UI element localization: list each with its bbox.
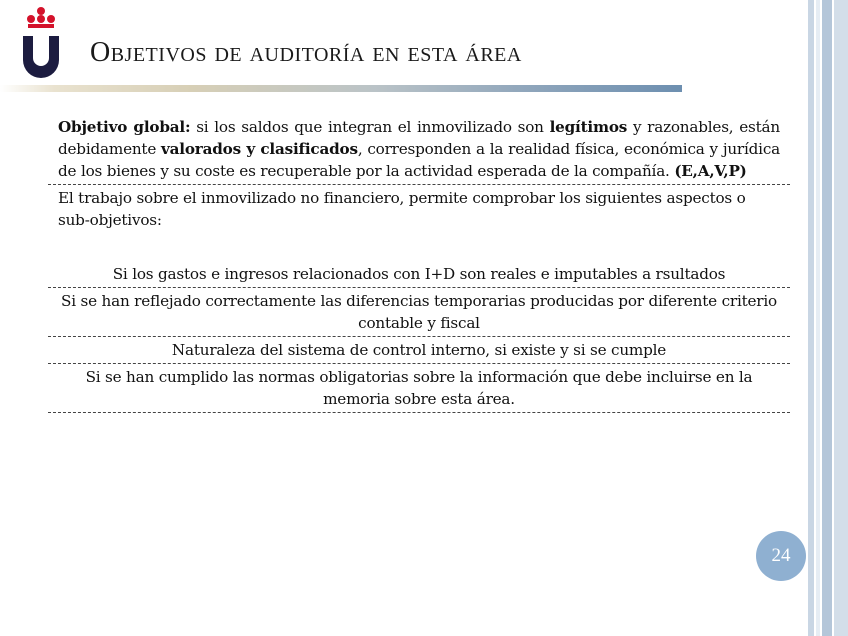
objective-text: si los saldos que integran el inmovilizado son bbox=[190, 118, 550, 136]
objective-text: y razonables, están debidamente bbox=[58, 118, 780, 158]
university-logo-icon bbox=[18, 4, 64, 80]
sub-objective-item: Naturaleza del sistema de control interno, si existe y si se cumple bbox=[171, 341, 667, 359]
slide-content bbox=[48, 116, 790, 413]
title-gradient-rule bbox=[0, 85, 682, 92]
spacer bbox=[48, 235, 790, 261]
right-decor-bar bbox=[834, 0, 848, 636]
intro-paragraph: El trabajo sobre el inmovilizado no financiero, permite comprobar los siguientes aspectos o sub-objetivos: bbox=[58, 189, 746, 229]
sub-objective-item: Si se han cumplido las normas obligatorias sobre la información que debe incluirse en la memoria sobre esta área. bbox=[85, 368, 753, 408]
objective-assertions: (E,A,V,P) bbox=[674, 162, 747, 180]
sub-objective-item: Si los gastos e ingresos relacionados con I+D son reales e imputables a rsultados bbox=[112, 265, 726, 283]
objective-label: Objetivo global: bbox=[58, 118, 191, 136]
page-number-badge: 24 bbox=[756, 531, 806, 581]
dashed-divider bbox=[48, 412, 790, 413]
slide-title: Objetivos de auditoría en esta área bbox=[90, 37, 522, 68]
sub-objective-item: Si se han reflejado correctamente las diferencias temporarias producidas por diferente criterio contable y fiscal bbox=[61, 292, 777, 332]
global-objective-paragraph bbox=[48, 116, 790, 184]
objective-text: , corresponden a la realidad física, económica y jurídica de los bienes y su coste es recuperable por la actividad esperada de la compañía. bbox=[58, 140, 780, 180]
right-decor-bar bbox=[822, 0, 832, 636]
right-decor-bar bbox=[816, 0, 820, 636]
objective-emphasis: legítimos bbox=[549, 118, 628, 136]
objective-emphasis: valorados y clasificados bbox=[161, 140, 358, 158]
right-decor-bar bbox=[808, 0, 814, 636]
